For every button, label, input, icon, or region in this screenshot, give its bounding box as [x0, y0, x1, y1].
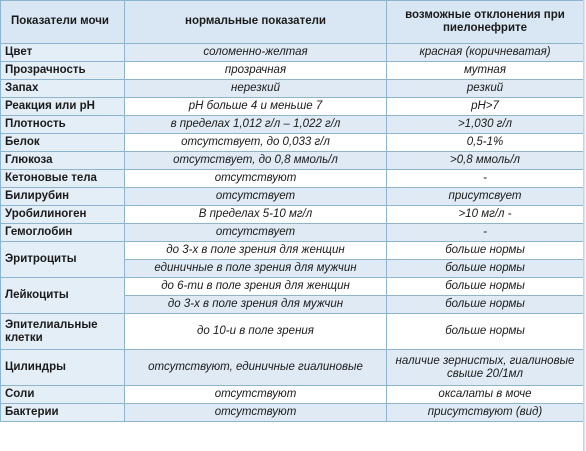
row-param: Эритроциты — [1, 242, 125, 278]
row-normal: соломенно-желтая — [125, 44, 387, 62]
row-normal: отсутствует, до 0,8 ммоль/л — [125, 152, 387, 170]
row-param: Глюкоза — [1, 152, 125, 170]
row-param: Бактерии — [1, 404, 125, 422]
row-normal: до 6-ти в поле зрения для женщин — [125, 278, 387, 296]
row-deviation: - — [387, 170, 584, 188]
row-normal: pH больше 4 и меньше 7 — [125, 98, 387, 116]
table-row — [1, 80, 584, 98]
row-deviation: 0,5-1% — [387, 134, 584, 152]
row-normal: отсутствует, до 0,033 г/л — [125, 134, 387, 152]
table-row — [1, 278, 584, 296]
row-param: Запах — [1, 80, 125, 98]
table-row — [1, 62, 584, 80]
row-param: Плотность — [1, 116, 125, 134]
row-deviation: >10 мг/л - — [387, 206, 584, 224]
table-row — [1, 206, 584, 224]
row-deviation: наличие зернистых, гиалиновые свыше 20/1мл — [387, 350, 584, 386]
table-row — [1, 188, 584, 206]
table-row — [1, 350, 584, 386]
row-normal: до 3-х в поле зрения для женщин — [125, 242, 387, 260]
row-deviation: мутная — [387, 62, 584, 80]
row-normal: отсутствует — [125, 188, 387, 206]
row-param: Реакция или pH — [1, 98, 125, 116]
row-param: Цилиндры — [1, 350, 125, 386]
row-deviation: pH>7 — [387, 98, 584, 116]
table-header-row — [1, 1, 584, 44]
row-deviation: - — [387, 224, 584, 242]
header-deviation: возможные отклонения при пиелонефрите — [387, 1, 584, 44]
table-row — [1, 224, 584, 242]
row-param: Цвет — [1, 44, 125, 62]
table-row — [1, 404, 584, 422]
row-deviation: больше нормы — [387, 314, 584, 350]
table-row — [1, 134, 584, 152]
header-indicator: Показатели мочи — [1, 1, 125, 44]
table-row — [1, 314, 584, 350]
table-row — [1, 98, 584, 116]
table-row — [1, 116, 584, 134]
row-normal: нерезкий — [125, 80, 387, 98]
row-normal: отсутствуют — [125, 404, 387, 422]
row-param: Гемоглобин — [1, 224, 125, 242]
row-deviation: >0,8 ммоль/л — [387, 152, 584, 170]
row-param: Билирубин — [1, 188, 125, 206]
table-row — [1, 386, 584, 404]
table-row — [1, 170, 584, 188]
row-deviation: >1,030 г/л — [387, 116, 584, 134]
row-param: Кетоновые тела — [1, 170, 125, 188]
row-normal: до 3-х в поле зрения для мужчин — [125, 296, 387, 314]
row-deviation: красная (коричневатая) — [387, 44, 584, 62]
row-deviation: оксалаты в моче — [387, 386, 584, 404]
row-deviation: больше нормы — [387, 242, 584, 260]
row-param: Лейкоциты — [1, 278, 125, 314]
row-normal: в пределах 1,012 г/л – 1,022 г/л — [125, 116, 387, 134]
row-normal: прозрачная — [125, 62, 387, 80]
row-normal: единичные в поле зрения для мужчин — [125, 260, 387, 278]
row-param: Прозрачность — [1, 62, 125, 80]
row-deviation: больше нормы — [387, 278, 584, 296]
row-deviation: больше нормы — [387, 296, 584, 314]
row-normal: до 10-и в поле зрения — [125, 314, 387, 350]
table-row — [1, 152, 584, 170]
row-normal: отсутствуют, единичные гиалиновые — [125, 350, 387, 386]
header-normal: нормальные показатели — [125, 1, 387, 44]
table-row — [1, 44, 584, 62]
row-param: Белок — [1, 134, 125, 152]
row-deviation: присутствуют (вид) — [387, 404, 584, 422]
row-normal: отсутствуют — [125, 170, 387, 188]
row-param: Уробилиноген — [1, 206, 125, 224]
table-row — [1, 242, 584, 260]
row-deviation: резкий — [387, 80, 584, 98]
row-deviation: присутсвует — [387, 188, 584, 206]
row-normal: отсутствуют — [125, 386, 387, 404]
row-normal: отсутствует — [125, 224, 387, 242]
row-deviation: больше нормы — [387, 260, 584, 278]
row-normal: В пределах 5-10 мг/л — [125, 206, 387, 224]
row-param: Эпителиальные клетки — [1, 314, 125, 350]
row-param: Соли — [1, 386, 125, 404]
